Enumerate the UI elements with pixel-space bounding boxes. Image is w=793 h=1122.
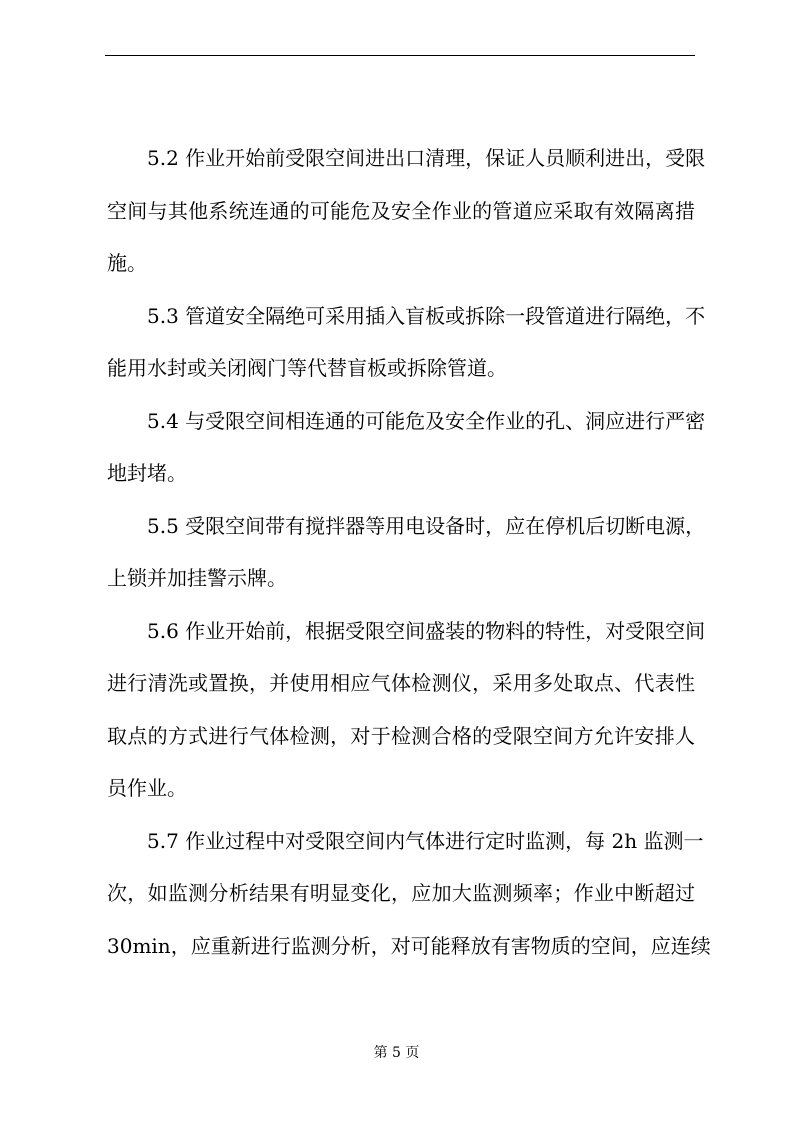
paragraph-5-3-line: 5.3 管道安全隔绝可采用插入盲板或拆除一段管道进行隔绝，不 <box>147 304 706 328</box>
page-number: 第 5 页 <box>373 1045 420 1061</box>
paragraph-5-2-line: 施。 <box>107 251 147 275</box>
paragraph-5-7-line: 5.7 作业过程中对受限空间内气体进行定时监测，每 2h 监测一 <box>147 829 704 853</box>
paragraph-5-6-line: 5.6 作业开始前，根据受限空间盛装的物料的特性，对受限空间 <box>147 619 706 643</box>
header-rule <box>105 55 695 56</box>
paragraph-5-7-line: 30min，应重新进行监测分析，对可能释放有害物质的空间，应连续 <box>107 934 711 958</box>
paragraph-5-3-line: 能用水封或关闭阀门等代替盲板或拆除管道。 <box>107 356 507 380</box>
paragraph-5-5-line: 5.5 受限空间带有搅拌器等用电设备时，应在停机后切断电源， <box>147 514 706 538</box>
paragraph-5-4-line: 地封堵。 <box>107 461 187 485</box>
paragraph-5-6-line: 员作业。 <box>107 776 187 800</box>
paragraph-5-4-line: 5.4 与受限空间相连通的可能危及安全作业的孔、洞应进行严密 <box>147 409 706 433</box>
paragraph-5-7-line: 次，如监测分析结果有明显变化，应加大监测频率；作业中断超过 <box>107 881 695 905</box>
paragraph-5-5-line: 上锁并加挂警示牌。 <box>107 566 287 590</box>
paragraph-5-6-line: 进行清洗或置换，并使用相应气体检测仪，采用多处取点、代表性 <box>107 671 695 695</box>
paragraph-5-2-line: 5.2 作业开始前受限空间进出口清理，保证人员顺利进出，受限 <box>147 146 706 170</box>
paragraph-5-2-line: 空间与其他系统连通的可能危及安全作业的管道应采取有效隔离措 <box>107 199 695 223</box>
paragraph-5-6-line: 取点的方式进行气体检测，对于检测合格的受限空间方允许安排人 <box>107 724 695 748</box>
